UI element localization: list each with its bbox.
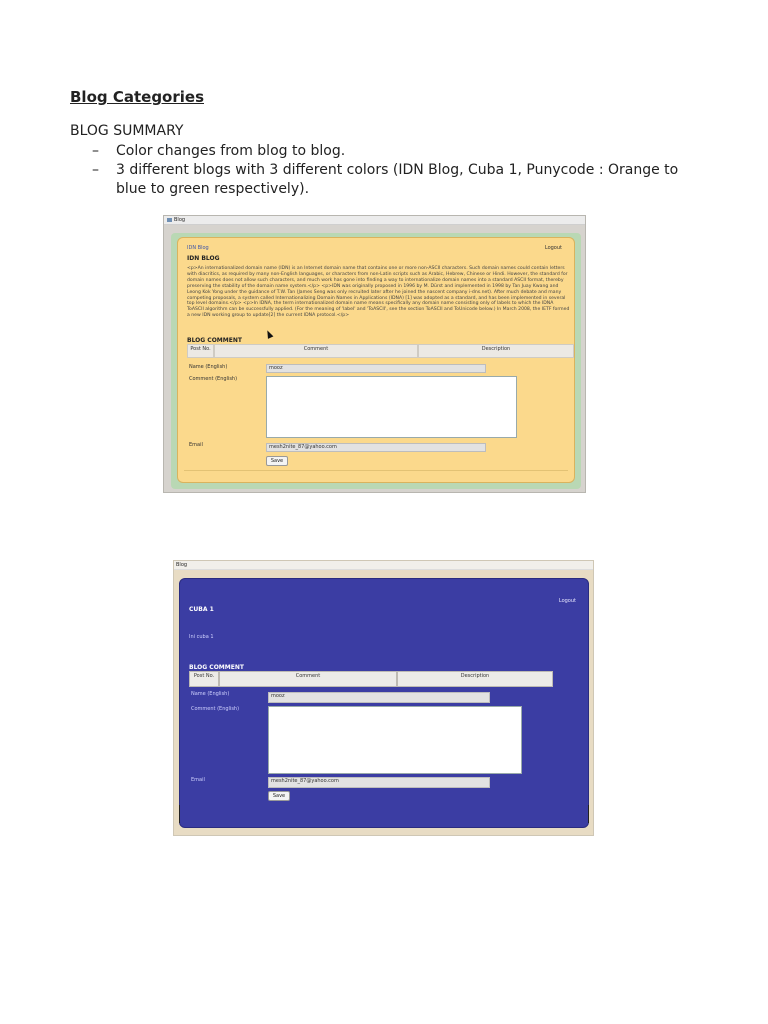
idn-blog-screenshot [163, 215, 586, 493]
col-comment: Comment [214, 344, 418, 358]
summary-list [92, 142, 692, 199]
window-icon [167, 218, 172, 222]
col-post-no: Post No. [189, 671, 219, 687]
blog-panel [179, 578, 589, 828]
bullet-text: Color changes from blog to blog. [116, 143, 346, 159]
comment-textarea[interactable] [266, 376, 517, 438]
name-input[interactable]: mooz [268, 692, 490, 703]
email-input[interactable]: mesh2nite_87@yahoo.com [266, 443, 486, 452]
window-title: Blog [176, 562, 188, 568]
comment-table-header [189, 671, 553, 687]
summary-bullet [92, 161, 692, 199]
comment-table-header [187, 344, 574, 358]
comment-textarea[interactable] [268, 706, 522, 774]
summary-bullet [92, 142, 692, 161]
blog-title: CUBA 1 [189, 606, 214, 613]
blog-title: IDN BLOG [187, 255, 220, 262]
window-title: Blog [174, 217, 186, 223]
email-label: Email [191, 777, 205, 783]
breadcrumb-link[interactable]: IDN Blog [187, 245, 209, 251]
col-description: Description [418, 344, 574, 358]
bullet-dash: – [92, 162, 99, 178]
cuba-blog-screenshot [173, 560, 594, 836]
frame-corner [578, 805, 589, 823]
frame-corner [179, 805, 190, 823]
col-comment: Comment [219, 671, 397, 687]
mouse-cursor-icon [265, 329, 274, 339]
logout-link[interactable]: Logout [544, 245, 562, 251]
email-input[interactable]: mesh2nite_87@yahoo.com [268, 777, 490, 788]
window-titlebar [164, 216, 585, 225]
window-titlebar [174, 561, 593, 570]
comment-label: Comment (English) [191, 706, 240, 712]
blog-subtitle: Ini cuba 1 [189, 634, 214, 640]
name-label: Name (English) [189, 364, 228, 370]
comment-heading: BLOG COMMENT [187, 337, 242, 344]
comment-heading: BLOG COMMENT [189, 664, 244, 671]
email-label: Email [189, 442, 203, 448]
logout-link[interactable]: Logout [558, 598, 576, 604]
save-button[interactable]: Save [266, 456, 288, 466]
bullet-text: 3 different blogs with 3 different colors (IDN Blog, Cuba 1, Punycode : Orange to blue to green respectively). [116, 162, 679, 197]
bullet-dash: – [92, 143, 99, 159]
name-label: Name (English) [191, 691, 230, 697]
summary-title: BLOG SUMMARY [70, 123, 184, 139]
comment-label: Comment (English) [189, 376, 238, 382]
green-frame [171, 233, 581, 489]
save-button[interactable]: Save [268, 791, 290, 801]
col-post-no: Post No. [187, 344, 214, 358]
divider [184, 470, 568, 471]
name-input[interactable]: mooz [266, 364, 486, 373]
blog-body: <p>An internationalized domain name (IDN) is an Internet domain name that contains one or more non-ASCII characters. Such domain names could contain letters with diacritics, as required by many non-English languages, or characters from non-Latin scripts such as Arabic, Hebrew, Chinese or Hindi. However, the standard for domain names does not allow such characters, and much work has gone into finding a way to internationalize domain names into a standard ASCII format, thereby preserving the stability of the domain name system.</p> <p>IDN was originally proposed in 1996 by M. Dürst and implemented in 1998 by Tan Juay Kwang and Leong Kok Yong under the guidance of T.W. Tan (James Seng was only recruited later after he joined the nascent company i-dns.net). After much debate and many competing proposals, a system called Internationalizing Domain Names in Applications (IDNA) [1] was adopted as a standard, and has been implemented in several top level domains.</p> <p>In IDNA, the term internationalized domain name means specifically any domain name consisting only of labels to which the IDNA ToASCII algorithm can be successfully applied. (For the meaning of 'label' and 'ToASCII', see the section ToASCII and ToUnicode below.) In March 2008, the IETF formed a new IDN working group to update[2] the current IDNA protocol.</p> [187, 266, 570, 319]
col-description: Description [397, 671, 553, 687]
document-heading: Blog Categories [70, 88, 204, 106]
blog-panel [177, 237, 575, 483]
